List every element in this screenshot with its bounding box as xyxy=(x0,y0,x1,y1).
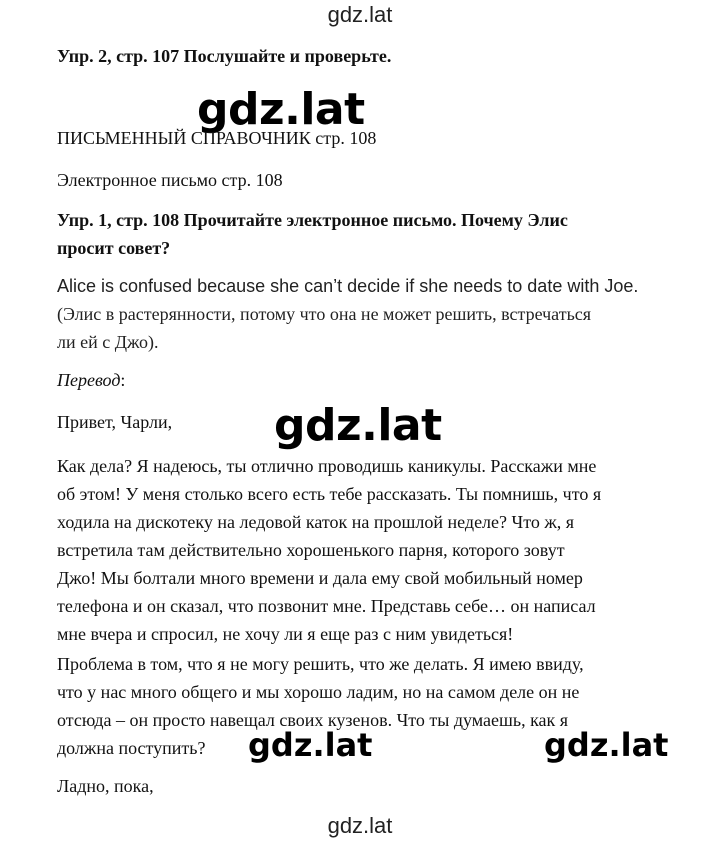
translation-label-colon: : xyxy=(120,370,126,390)
email-section-title: Электронное письмо стр. 108 xyxy=(57,170,283,190)
watermark-top: gdz.lat xyxy=(327,2,393,27)
watermark-large-1: gdz.lat xyxy=(197,84,365,135)
paragraph-1-line-5: Джо! Мы болтали много времени и дала ему свой мобильный номер xyxy=(57,568,583,588)
paragraph-2-line-3: отсюда – он просто навещал своих кузенов. Что ты думаешь, как я xyxy=(57,710,569,730)
translation-label xyxy=(57,366,125,394)
watermark-medium-left: gdz.lat xyxy=(248,726,373,764)
paragraph-1-line-7: мне вчера и спросил, не хочу ли я еще раз с ним увидеться! xyxy=(57,624,514,644)
exercise-2-heading: Упр. 2, стр. 107 Послушайте и проверьте. xyxy=(57,46,392,66)
paragraph-1-line-1: Как дела? Я надеюсь, ты отлично проводишь каникулы. Расскажи мне xyxy=(57,456,597,476)
paragraph-1-line-2: об этом! У меня столько всего есть тебе рассказать. Ты помнишь, что я xyxy=(57,484,602,504)
paragraph-2-line-1: Проблема в том, что я не могу решить, что же делать. Я имею ввиду, xyxy=(57,654,584,674)
exercise-1-line-2: просит совет? xyxy=(57,238,171,258)
paragraph-1-line-3: ходила на дискотеку на ледовой каток на прошлой неделе? Что ж, я xyxy=(57,512,575,532)
watermark-bottom: gdz.lat xyxy=(327,813,393,838)
answer-paragraph xyxy=(57,272,657,356)
letter-paragraph-1 xyxy=(57,452,667,648)
paragraph-2-line-4: должна поступить? xyxy=(57,738,206,758)
watermark-medium-right: gdz.lat xyxy=(544,726,669,764)
writing-reference-title: ПИСЬМЕННЫЙ СПРАВОЧНИК стр. 108 xyxy=(57,128,377,148)
answer-line-2: (Элис в растерянности, потому что она не может решить, встречаться xyxy=(57,304,592,324)
paragraph-1-line-6: телефона и он сказал, что позвонит мне. Представь себе… он написал xyxy=(57,596,596,616)
letter-closing: Ладно, пока, xyxy=(57,776,154,796)
paragraph-2-line-2: что у нас много общего и мы хорошо ладим, но на самом деле он не xyxy=(57,682,580,702)
translation-label-text: Перевод xyxy=(57,370,121,390)
exercise-1-line-1: Упр. 1, стр. 108 Прочитайте электронное письмо. Почему Элис xyxy=(57,210,568,230)
exercise-1-heading xyxy=(57,206,657,262)
paragraph-1-line-4: встретила там действительно хорошенького парня, которого зовут xyxy=(57,540,565,560)
answer-line-3: ли ей с Джо). xyxy=(57,332,159,352)
watermark-large-2: gdz.lat xyxy=(274,400,442,451)
answer-line-1: Alice is confused because she can’t decide if she needs to date with Joe. xyxy=(57,276,639,296)
letter-greeting: Привет, Чарли, xyxy=(57,412,173,432)
